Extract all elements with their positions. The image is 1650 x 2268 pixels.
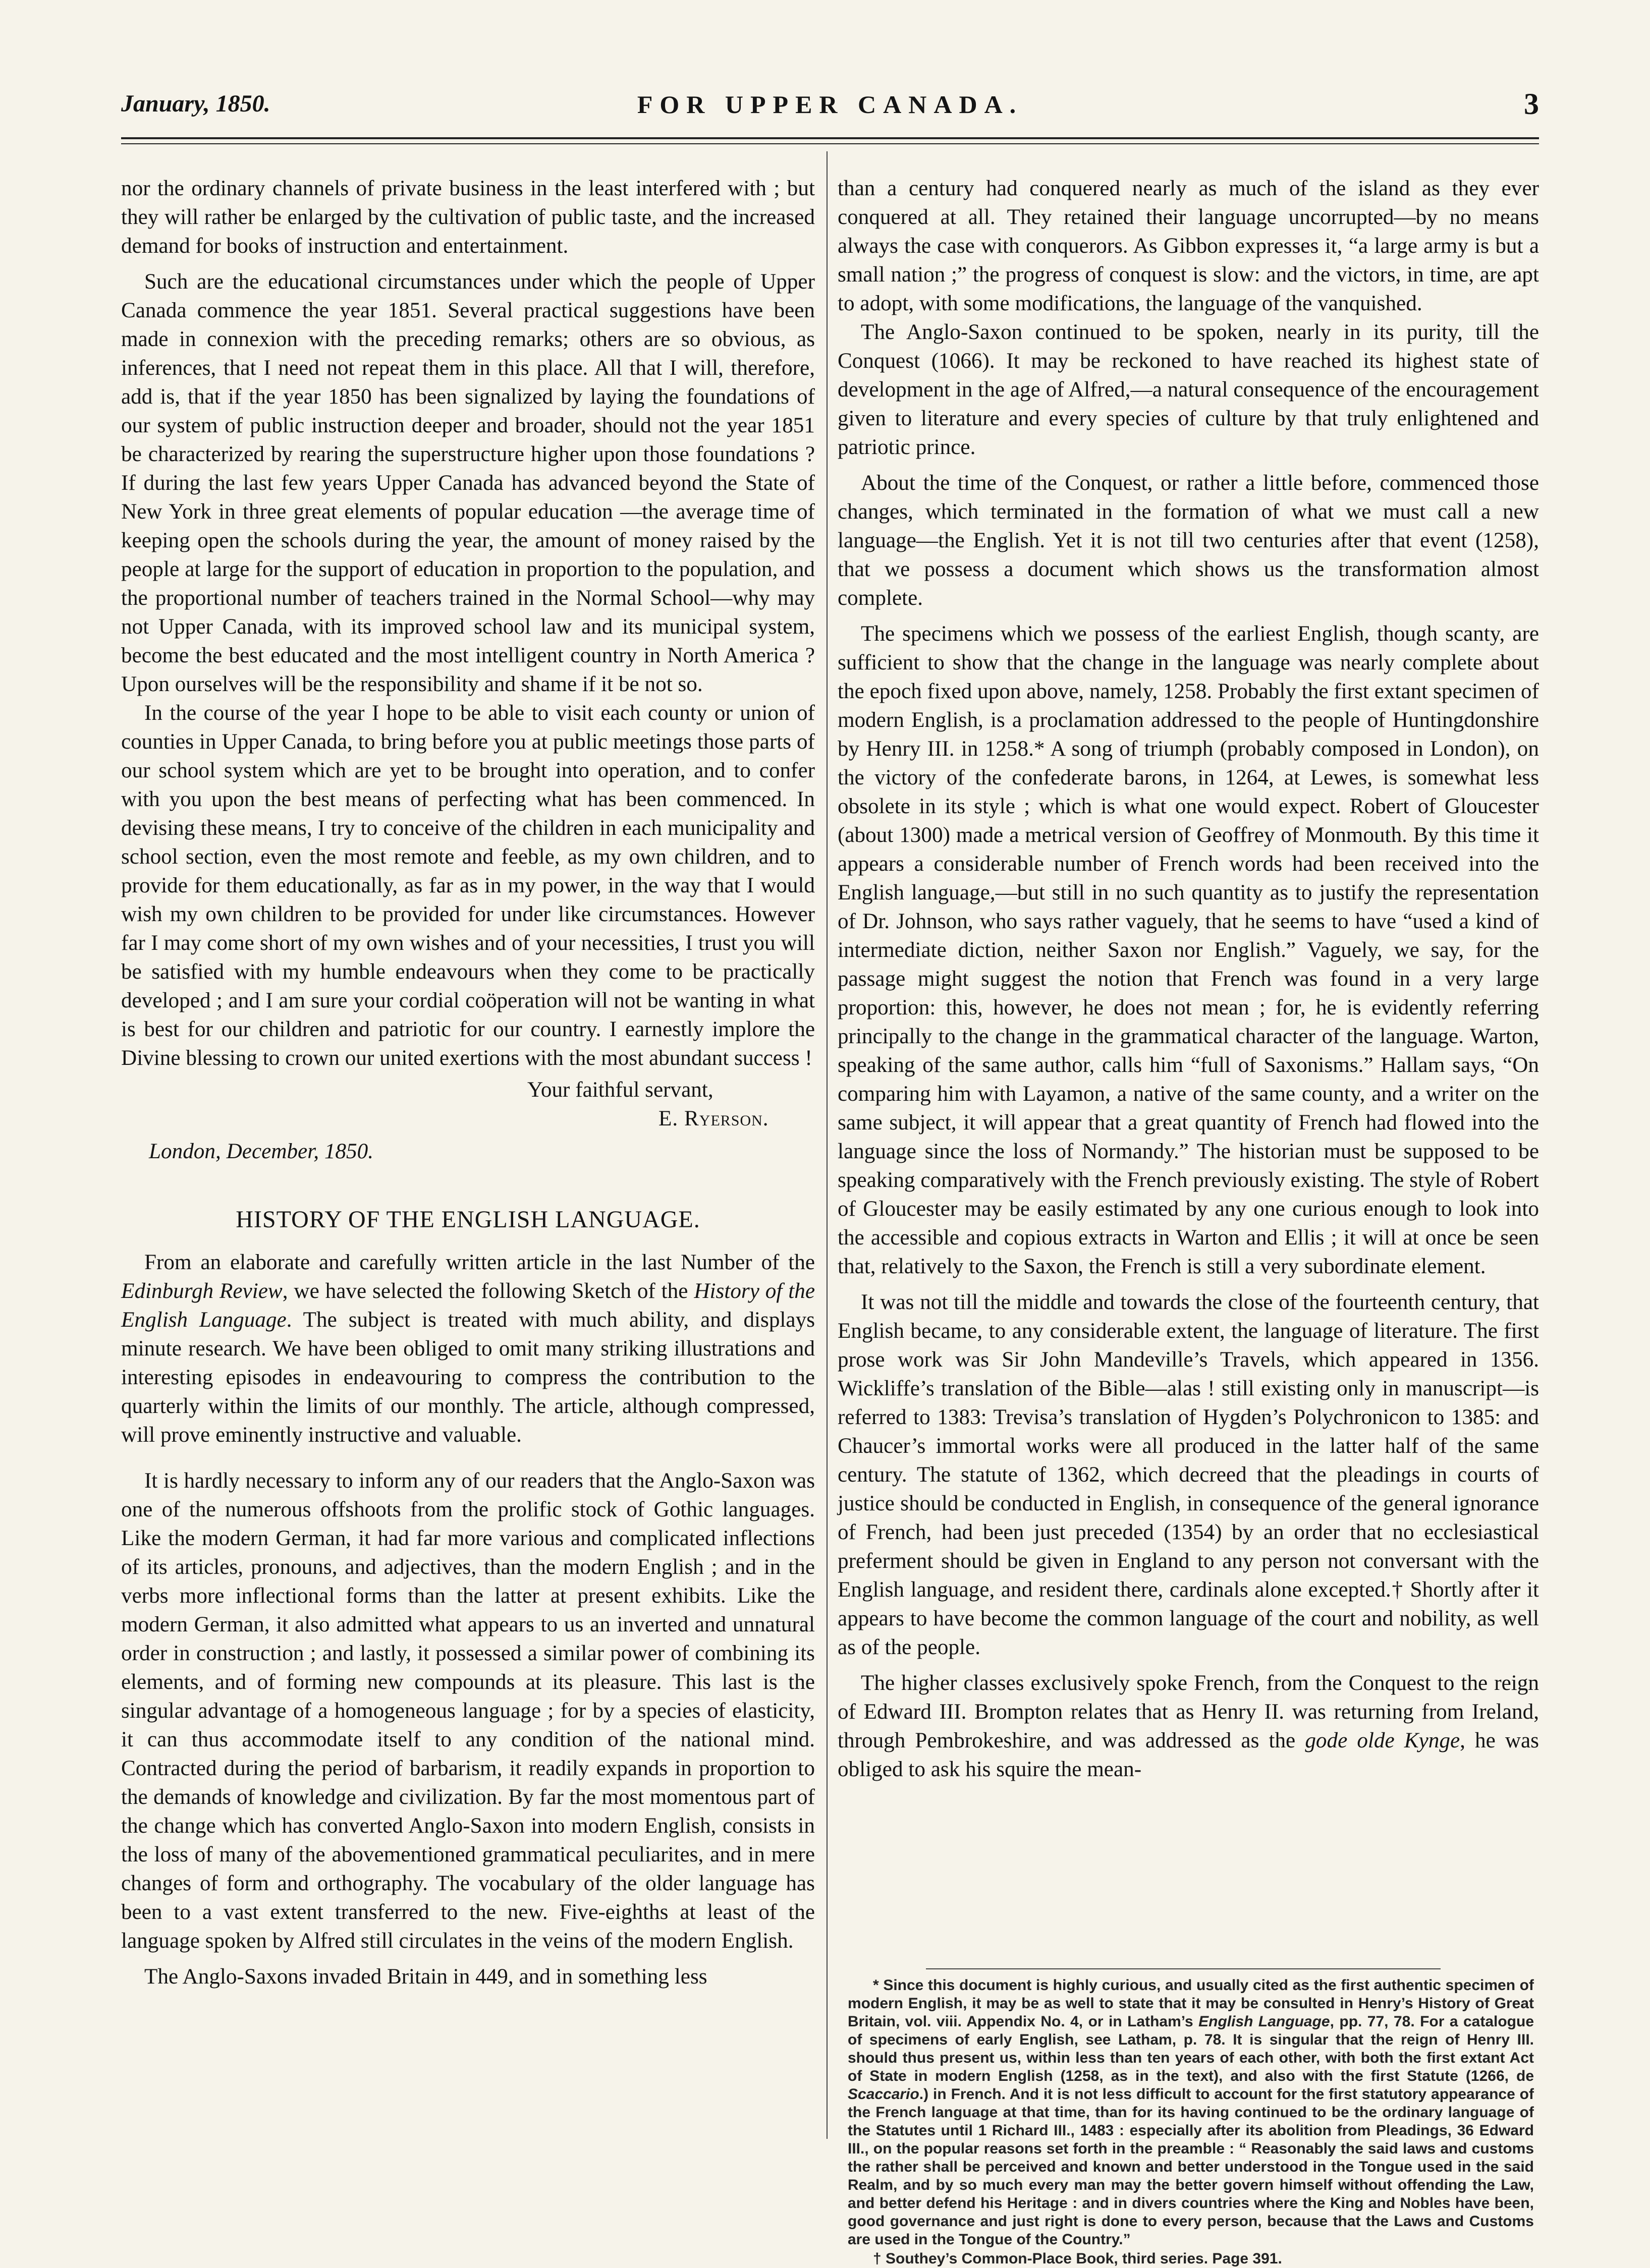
footnote-text: * Since this document is highly curious, and usually cited as the first authentic specimen of modern English, it may be as well to state that it may be consulted in Henry’s History of Great Britain, vol. viii. Appendix No. 4, or in Latham’s — [848, 1977, 1534, 2030]
paragraph: nor the ordinary channels of private business in the least interfered with ; but they will rather be enlarged by the cultivation of public taste, and the increased demand for books of instruction and entertainment. — [121, 177, 815, 258]
paragraph: Such are the educational circumstances under which the people of Upper Canada commence the year 1851. Several practical suggestions have been made in connexion with the preceding remarks; others are so obvious, as inferences, that I need not repeat them in this place. All that I will, therefore, add is, that if the year 1850 has been signalized by laying the foundations of our system of public instruction deeper and broader, should not the year 1851 be characterized by rearing the superstructure higher upon those foundations ? If during the last few years Upper Canada has advanced beyond the State of New York in three great elements of popular education —the average time of keeping open the schools during the year, the amount of money raised by the people at large for the support of education in proportion to the population, and the proportional number of teachers trained in the Normal School—why may not Upper Canada, with its improved school law and its municipal system, become the best educated and the most intelligent country in North America ? Upon ourselves will be the responsibility and shame if it be not so. — [121, 270, 815, 696]
intro-text: From an elaborate and carefully written article in the last Number of the — [144, 1251, 815, 1274]
footnote-emphasis: Scaccario — [848, 2086, 919, 2103]
header-rule-thin — [121, 143, 1539, 144]
signature: E. Ryerson. — [658, 1107, 769, 1130]
footnote-text: .) in French. And it is not less difficult to account for the first statutory appearance of the French language at that time, than for its having continued to be the ordinary language of the Statutes until 1 Richard III., 1483 : especially after its abolition from Pleadings, 36 Edward III., on the popular reasons set forth in the preamble : “ Reasonably the said laws and customs the rather shall be perceived and known and better understood in the Tongue used in the said Realm, and by so much every man may the better govern himself without offending the Law, and better defend his Heritage : and in divers countries where the King and Nobles have been, good governance and just right is done to every person, because that the Laws and Customs are used in the Tongue of the Country.” — [848, 2086, 1534, 2248]
page-number: 3 — [1524, 87, 1539, 121]
letter-closing — [121, 1075, 815, 1133]
paragraph: than a century had conquered nearly as much of the island as they ever conquered at all. They retained their language uncorrupted—by no means always the case with conquerors. As Gibbon expresses it, “a large army is but a small nation ;” the progress of conquest is slow: and the victors, in time, are apt to adopt, with some modifications, the language of the vanquished. — [838, 177, 1539, 315]
header-date: January, 1850. — [121, 90, 270, 117]
paragraph: The Anglo-Saxon continued to be spoken, nearly in its purity, till the Conquest (1066). It may be reckoned to have reached its highest state of development in the age of Alfred,—a natural consequence of the encouragement given to literature and every species of culture by that truly enlightened and patriotic prince. — [838, 320, 1539, 459]
right-column — [838, 174, 1539, 1784]
footnote: † Southey’s Common-Place Book, third series. Page 391. — [873, 2250, 1282, 2267]
paragraph-text: , he was obliged to ask his squire the mean- — [838, 1729, 1539, 1781]
paragraph — [838, 1669, 1539, 1784]
intro-text: , we have selected the following Sketch of the — [282, 1279, 694, 1303]
paragraph: In the course of the year I hope to be able to visit each county or union of counties in Upper Canada, to bring before you at public meetings those parts of our school system which are yet to be brought into operation, and to confer with you upon the best means of perfecting what has been commenced. In devising these means, I try to conceive of the children in each municipality and school section, even the most remote and feeble, as my own children, and to provide for them educationally, as far as in my power, in the way that I would wish my own children to be provided for under like circumstances. However far I may come short of my own wishes and of your necessities, I trust you will be satisfied with my humble endeavours when they come to be practically developed ; and I am sure your cordial coöperation will not be wanting in what is best for our children and patriotic for our country. I earnestly implore the Divine blessing to crown our united exertions with the most abundant success ! — [121, 701, 815, 1070]
paragraph: The Anglo-Saxons invaded Britain in 449, and in something less — [144, 1965, 707, 1989]
intro-emphasis: History of the English Language — [121, 1279, 815, 1332]
footnote-emphasis: English Language — [1198, 2013, 1330, 2030]
footnote — [848, 1976, 1534, 2249]
footnotes — [848, 1976, 1534, 2268]
paragraph: The specimens which we possess of the earliest English, though scanty, are sufficient to show that the change in the language was nearly complete about the epoch fixed upon above, namely, 1258. Probably the first extant specimen of modern English, is a proclamation addressed to the people of Huntingdonshire by Henry III. in 1258.* A song of triumph (probably composed in London), on the victory of the confederate barons, in 1264, at Lewes, is somewhat less obsolete in its style ; which is what one would expect. Robert of Gloucester (about 1300) made a metrical version of Geoffrey of Monmouth. By this time it appears a considerable number of French words had been received into the English language,—but still in no such quantity as to justify the representation of Dr. Johnson, who says rather vaguely, that he seems to have “used a kind of intermediate diction, neither Saxon nor English.” Vaguely, we say, for the passage might suggest the notion that French was found in a very large proportion: this, however, he does not mean ; for, he is evidently referring principally to the change in the grammatical character of the language. Warton, speaking of the same author, calls him “full of Saxonisms.” Hallam says, “On comparing him with Layamon, a native of the same county, and a writer on the same subject, it will appear that a great quantity of French had flowed into the language since the loss of Normandy.” The historian must be supposed to be speaking comparatively with the French previously existing. The style of Robert of Gloucester may be easily estimated by any one curious enough to look into the accessible and copious extracts in Warton and Ellis ; it will at once be seen that, relatively to the Saxon, the French is still a very subordinate element. — [838, 622, 1539, 1278]
left-column — [121, 174, 815, 1991]
page-header — [121, 87, 1539, 121]
paragraph: It was not till the middle and towards the close of the fourteenth century, that English became, to any considerable extent, the language of literature. The first prose work was Sir John Mandeville’s Travels, which appeared in 1356. Wickliffe’s translation of the Bible—alas ! still existing only in manuscript—is referred to 1383: Trevisa’s translation of Hygden’s Polychronicon to 1385: and Chaucer’s immortal works were all produced in the latter half of the same century. The statute of 1362, which decreed that the pleadings in courts of justice should be conducted in English, in consequence of the general ignorance of French, had been just preceded (1354) by an order that no ecclesiastical preferment should be given in England to any person not conversant with the English language, and resident there, cardinals alone excepted.† Shortly after it appears to have become the common language of the court and nobility, as well as of the people. — [838, 1290, 1539, 1659]
paragraph: About the time of the Conquest, or rather a little before, commenced those changes, which terminated in the formation of what we must call a new language—the English. Yet it is not till two centuries after that event (1258), that we possess a document which shows us the transformation almost complete. — [838, 471, 1539, 610]
closing-salutation: Your faithful servant, — [527, 1078, 713, 1102]
paragraph: It is hardly necessary to inform any of our readers that the Anglo-Saxon was one of the numerous offshoots from the prolific stock of Gothic languages. Like the modern German, it had far more various and complicated inflections of its articles, pronouns, and adjectives, than the modern English ; and in the verbs more inflectional forms than the latter at present exhibits. Like the modern German, it also admitted what appears to us an inverted and unnatural order in construction ; and lastly, it possessed a similar power of combining its elements, and of forming new compounds at its pleasure. This last is the singular advantage of a homogeneous language ; for by a species of elasticity, it can thus accommodate itself to any condition of the national mind. Contracted during the period of barbarism, it readily expands in proportion to the demands of knowledge and civilization. By far the most momentous part of the change which has converted Anglo-Saxon into modern English, consists in the loss of many of the abovementioned grammatical peculiarites, and in mere changes of form and orthography. The vocabulary of the older language has been to a vast extent transferred to the new. Five-eighths at least of the language spoken by Alfred still circulates in the veins of the modern English. — [121, 1469, 815, 1953]
dateline: London, December, 1850. — [149, 1140, 374, 1163]
header-rule-thick — [121, 137, 1539, 139]
article-heading: HISTORY OF THE ENGLISH LANGUAGE. — [236, 1206, 700, 1233]
paragraph-emphasis: gode olde Kynge — [1305, 1729, 1460, 1752]
paragraph-text: The higher classes exclusively spoke French, from the Conquest to the reign of Edward III. Brompton relates that as Henry II. was returning from Ireland, through Pembrokeshire, and was addressed as the — [838, 1671, 1539, 1752]
column-divider — [827, 151, 828, 2139]
intro-emphasis: Edinburgh Review — [121, 1279, 283, 1303]
intro-text: . The subject is treated with much ability, and displays minute research. We have been obliged to omit many striking illustrations and interesting episodes in endeavouring to compress the contribution to the quarterly within the limits of our monthly. The article, although compressed, will prove eminently instructive and valuable. — [121, 1308, 815, 1447]
header-title: FOR UPPER CANADA. — [637, 90, 1023, 119]
footnote-text: , pp. 77, 78. For a catalogue of specimens of early English, see Latham, p. 78. It is singular that the reign of Henry III. should thus present us, within less than ten years of each other, with both the first extant Act of State in modern English (1258, as in the text), and also with the first Statute (1266, de — [848, 2013, 1534, 2084]
article-intro — [121, 1248, 815, 1449]
footnote-rule — [926, 1968, 1441, 1969]
